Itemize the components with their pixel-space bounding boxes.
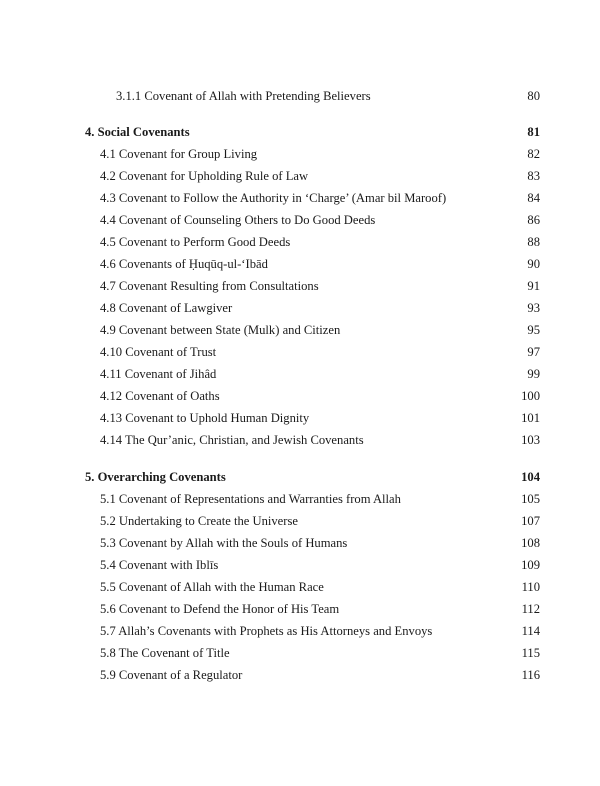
toc-entry-5-7[interactable] [0,621,600,641]
toc-entry-page: 84 [527,191,540,205]
toc-entry-label: 5.7 Allah’s Covenants with Prophets as His Attorneys and Envoys [100,624,433,638]
toc-entry-label: 5.4 Covenant with Iblīs [100,558,219,572]
toc-entry-page: 82 [527,147,540,161]
toc-entry-label: 4.9 Covenant between State (Mulk) and Citizen [100,323,341,337]
toc-entry-label: 5.5 Covenant of Allah with the Human Race [100,580,324,594]
section-heading-label: 5. Overarching Covenants [85,470,226,484]
toc-entry-label: 4.6 Covenants of Ḥuqūq-ul-‘Ibād [100,257,268,271]
toc-entry-label: 5.3 Covenant by Allah with the Souls of Humans [100,536,348,550]
toc-entry-page: 108 [521,536,540,550]
toc-entry-label: 5.6 Covenant to Defend the Honor of His Team [100,602,340,616]
toc-entry-4-13[interactable] [0,408,600,428]
toc-entry-page: 112 [521,602,540,616]
toc-entry-4-11[interactable] [0,364,600,384]
toc-entry-label: 4.14 The Qur’anic, Christian, and Jewish Covenants [100,433,364,447]
toc-entry-5-8[interactable] [0,643,600,663]
toc-entry-page: 115 [521,646,540,660]
toc-entry-page: 107 [521,514,540,528]
toc-entry-4-10[interactable] [0,342,600,362]
toc-entry-page: 86 [527,213,540,227]
toc-entry-4-8[interactable] [0,298,600,318]
toc-entry-5-5[interactable] [0,577,600,597]
toc-entry-page: 116 [521,668,540,682]
toc-entry-page: 101 [521,411,540,425]
toc-entry-5-4[interactable] [0,555,600,575]
toc-entry-page: 100 [521,389,540,403]
toc-entry-label: 4.12 Covenant of Oaths [100,389,220,403]
toc-entry-page: 114 [521,624,540,638]
toc-entry-page: 109 [521,558,540,572]
toc-entry-4-4[interactable] [0,210,600,230]
toc-entry-5-1[interactable] [0,489,600,509]
toc-entry-page: 110 [521,580,540,594]
toc-entry-label: 3.1.1 Covenant of Allah with Pretending Believers [116,89,371,103]
toc-section-5-heading[interactable] [0,467,600,487]
toc-entry-4-14[interactable] [0,430,600,450]
toc-entry-3-1-1[interactable] [0,86,600,106]
toc-entry-label: 4.13 Covenant to Uphold Human Dignity [100,411,310,425]
toc-entry-4-7[interactable] [0,276,600,296]
toc-entry-label: 4.10 Covenant of Trust [100,345,217,359]
toc-entry-page: 97 [527,345,540,359]
toc-entry-page: 95 [527,323,540,337]
toc-entry-label: 4.4 Covenant of Counseling Others to Do Good Deeds [100,213,376,227]
toc-entry-page: 88 [527,235,540,249]
toc-entry-page: 105 [521,492,540,506]
section-heading-page: 104 [521,470,540,484]
toc-entry-4-1[interactable] [0,144,600,164]
toc-entry-label: 5.9 Covenant of a Regulator [100,668,243,682]
toc-entry-label: 4.3 Covenant to Follow the Authority in ‘Charge’ (Amar bil Maroof) [100,191,447,205]
toc-entry-label: 4.5 Covenant to Perform Good Deeds [100,235,291,249]
toc-entry-5-2[interactable] [0,511,600,531]
toc-entry-label: 4.1 Covenant for Group Living [100,147,258,161]
toc-entry-5-9[interactable] [0,665,600,685]
toc-entry-4-5[interactable] [0,232,600,252]
toc-entry-5-3[interactable] [0,533,600,553]
toc-entry-4-6[interactable] [0,254,600,274]
toc-entry-label: 4.2 Covenant for Upholding Rule of Law [100,169,309,183]
toc-entry-5-6[interactable] [0,599,600,619]
toc-entry-page: 99 [527,367,540,381]
section-heading-label: 4. Social Covenants [85,125,190,139]
toc-entry-label: 5.1 Covenant of Representations and Warranties from Allah [100,492,401,506]
toc-entry-label: 5.8 The Covenant of Title [100,646,230,660]
toc-entry-page: 83 [527,169,540,183]
toc-entry-page: 90 [527,257,540,271]
toc-entry-label: 4.8 Covenant of Lawgiver [100,301,233,315]
section-heading-page: 81 [527,125,540,139]
toc-entry-page: 93 [527,301,540,315]
toc-entry-4-9[interactable] [0,320,600,340]
toc-entry-4-3[interactable] [0,188,600,208]
toc-entry-label: 4.11 Covenant of Jihâd [100,367,217,381]
toc-entry-page: 80 [527,89,540,103]
toc-entry-4-12[interactable] [0,386,600,406]
toc-entry-page: 103 [521,433,540,447]
toc-entry-page: 91 [527,279,540,293]
toc-entry-label: 4.7 Covenant Resulting from Consultations [100,279,319,293]
toc-entry-4-2[interactable] [0,166,600,186]
toc-section-4-heading[interactable] [0,122,600,142]
toc-entry-label: 5.2 Undertaking to Create the Universe [100,514,298,528]
